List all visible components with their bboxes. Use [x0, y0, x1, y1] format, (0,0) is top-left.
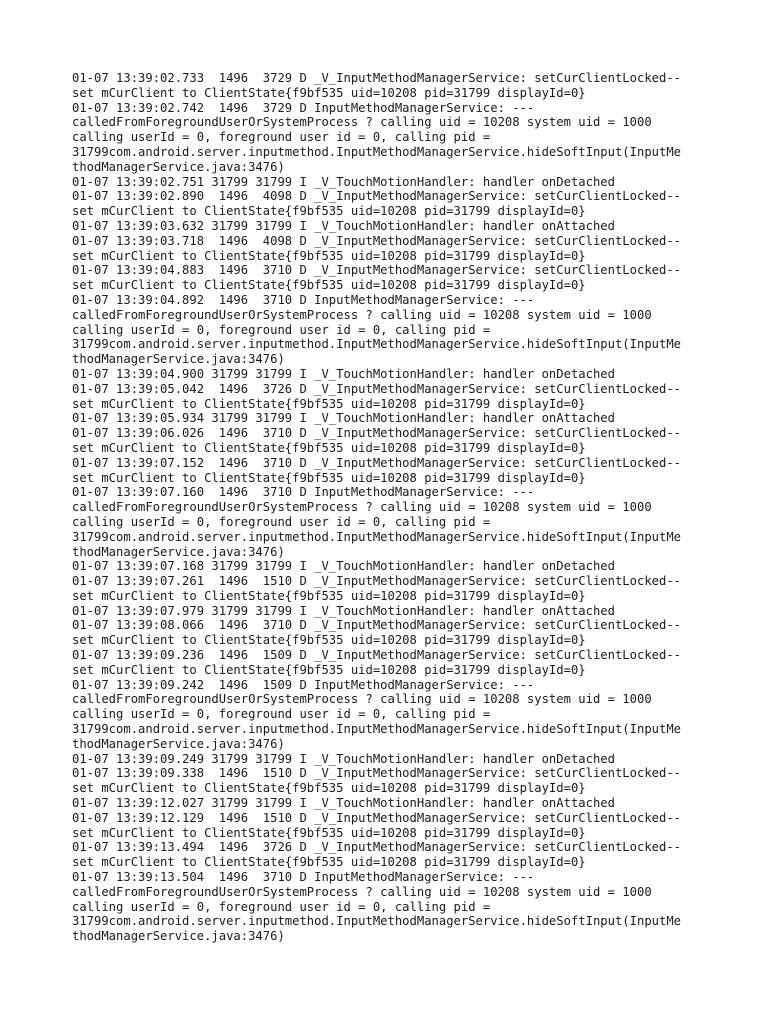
log-line: thodManagerService.java:3476)	[72, 352, 285, 367]
log-line: 01-07 13:39:09.338 1496 1510 D _V_InputMethodManagerService: setCurClientLocked--	[72, 766, 682, 781]
log-line: thodManagerService.java:3476)	[72, 544, 285, 559]
log-line: set mCurClient to ClientState{f9bf535 uid=10208 pid=31799 displayId=0}	[72, 85, 586, 100]
log-line: set mCurClient to ClientState{f9bf535 uid=10208 pid=31799 displayId=0}	[72, 248, 586, 263]
log-line: 01-07 13:39:13.504 1496 3710 D InputMethodManagerService: ---	[72, 870, 535, 885]
log-line: 01-07 13:39:07.261 1496 1510 D _V_InputMethodManagerService: setCurClientLocked--	[72, 574, 682, 589]
log-line: set mCurClient to ClientState{f9bf535 uid=10208 pid=31799 displayId=0}	[72, 588, 586, 603]
log-line: 01-07 13:39:09.249 31799 31799 I _V_TouchMotionHandler: handler onDetached	[72, 751, 615, 766]
log-line: 01-07 13:39:03.632 31799 31799 I _V_TouchMotionHandler: handler onAttached	[72, 218, 615, 233]
log-line: 01-07 13:39:07.979 31799 31799 I _V_TouchMotionHandler: handler onAttached	[72, 603, 615, 618]
log-line: calledFromForegroundUserOrSystemProcess ? calling uid = 10208 system uid = 1000	[72, 500, 652, 515]
log-line: 01-07 13:39:04.892 1496 3710 D InputMethodManagerService: ---	[72, 292, 535, 307]
log-line: calledFromForegroundUserOrSystemProcess ? calling uid = 10208 system uid = 1000	[72, 115, 652, 130]
log-line: 31799com.android.server.inputmethod.InputMethodManagerService.hideSoftInput(InputMe	[72, 337, 682, 352]
log-line: 01-07 13:39:02.890 1496 4098 D _V_InputMethodManagerService: setCurClientLocked--	[72, 189, 682, 204]
log-line: 01-07 13:39:09.236 1496 1509 D _V_InputMethodManagerService: setCurClientLocked--	[72, 648, 682, 663]
log-line: 01-07 13:39:07.152 1496 3710 D _V_InputMethodManagerService: setCurClientLocked--	[72, 455, 682, 470]
log-line: 01-07 13:39:09.242 1496 1509 D InputMethodManagerService: ---	[72, 677, 535, 692]
log-line: 01-07 13:39:13.494 1496 3726 D _V_InputMethodManagerService: setCurClientLocked--	[72, 840, 682, 855]
log-line: 31799com.android.server.inputmethod.InputMethodManagerService.hideSoftInput(InputMe	[72, 914, 682, 929]
log-line: set mCurClient to ClientState{f9bf535 uid=10208 pid=31799 displayId=0}	[72, 855, 586, 870]
log-line: set mCurClient to ClientState{f9bf535 uid=10208 pid=31799 displayId=0}	[72, 662, 586, 677]
log-line: thodManagerService.java:3476)	[72, 929, 285, 944]
log-line: 01-07 13:39:02.742 1496 3729 D InputMethodManagerService: ---	[72, 100, 535, 115]
log-line: 31799com.android.server.inputmethod.InputMethodManagerService.hideSoftInput(InputMe	[72, 722, 682, 737]
log-line: calling userId = 0, foreground user id = 0, calling pid =	[72, 707, 491, 722]
log-line: 01-07 13:39:03.718 1496 4098 D _V_InputMethodManagerService: setCurClientLocked--	[72, 233, 682, 248]
log-line: calledFromForegroundUserOrSystemProcess ? calling uid = 10208 system uid = 1000	[72, 884, 652, 899]
log-line: 01-07 13:39:05.934 31799 31799 I _V_TouchMotionHandler: handler onAttached	[72, 411, 615, 426]
log-line: 01-07 13:39:02.733 1496 3729 D _V_InputMethodManagerService: setCurClientLocked--	[72, 71, 682, 85]
log-line: 31799com.android.server.inputmethod.InputMethodManagerService.hideSoftInput(InputMe	[72, 529, 682, 544]
log-line: 01-07 13:39:12.129 1496 1510 D _V_InputMethodManagerService: setCurClientLocked--	[72, 810, 682, 825]
log-line: set mCurClient to ClientState{f9bf535 uid=10208 pid=31799 displayId=0}	[72, 633, 586, 648]
log-line: 01-07 13:39:12.027 31799 31799 I _V_TouchMotionHandler: handler onAttached	[72, 796, 615, 811]
log-line: 01-07 13:39:04.900 31799 31799 I _V_TouchMotionHandler: handler onDetached	[72, 366, 615, 381]
log-line: calling userId = 0, foreground user id = 0, calling pid =	[72, 514, 491, 529]
log-line: 01-07 13:39:04.883 1496 3710 D _V_InputMethodManagerService: setCurClientLocked--	[72, 263, 682, 278]
log-line: 01-07 13:39:07.168 31799 31799 I _V_TouchMotionHandler: handler onDetached	[72, 559, 615, 574]
log-line: calledFromForegroundUserOrSystemProcess ? calling uid = 10208 system uid = 1000	[72, 307, 652, 322]
log-line: calling userId = 0, foreground user id = 0, calling pid =	[72, 130, 491, 145]
log-document	[72, 71, 702, 944]
log-line: 31799com.android.server.inputmethod.InputMethodManagerService.hideSoftInput(InputMe	[72, 144, 682, 159]
log-line: 01-07 13:39:08.066 1496 3710 D _V_InputMethodManagerService: setCurClientLocked--	[72, 618, 682, 633]
log-line: set mCurClient to ClientState{f9bf535 uid=10208 pid=31799 displayId=0}	[72, 204, 586, 219]
log-line: 01-07 13:39:07.160 1496 3710 D InputMethodManagerService: ---	[72, 485, 535, 500]
log-line: thodManagerService.java:3476)	[72, 736, 285, 751]
log-line: thodManagerService.java:3476)	[72, 159, 285, 174]
log-line: 01-07 13:39:02.751 31799 31799 I _V_TouchMotionHandler: handler onDetached	[72, 174, 615, 189]
log-line: calling userId = 0, foreground user id = 0, calling pid =	[72, 322, 491, 337]
log-line: set mCurClient to ClientState{f9bf535 uid=10208 pid=31799 displayId=0}	[72, 440, 586, 455]
log-line: calledFromForegroundUserOrSystemProcess ? calling uid = 10208 system uid = 1000	[72, 692, 652, 707]
log-line: set mCurClient to ClientState{f9bf535 uid=10208 pid=31799 displayId=0}	[72, 781, 586, 796]
log-line: calling userId = 0, foreground user id = 0, calling pid =	[72, 899, 491, 914]
log-body	[72, 71, 702, 944]
log-line: set mCurClient to ClientState{f9bf535 uid=10208 pid=31799 displayId=0}	[72, 396, 586, 411]
log-line: set mCurClient to ClientState{f9bf535 uid=10208 pid=31799 displayId=0}	[72, 278, 586, 293]
log-line: set mCurClient to ClientState{f9bf535 uid=10208 pid=31799 displayId=0}	[72, 825, 586, 840]
log-line: 01-07 13:39:06.026 1496 3710 D _V_InputMethodManagerService: setCurClientLocked--	[72, 426, 682, 441]
log-line: set mCurClient to ClientState{f9bf535 uid=10208 pid=31799 displayId=0}	[72, 470, 586, 485]
log-line: 01-07 13:39:05.042 1496 3726 D _V_InputMethodManagerService: setCurClientLocked--	[72, 381, 682, 396]
